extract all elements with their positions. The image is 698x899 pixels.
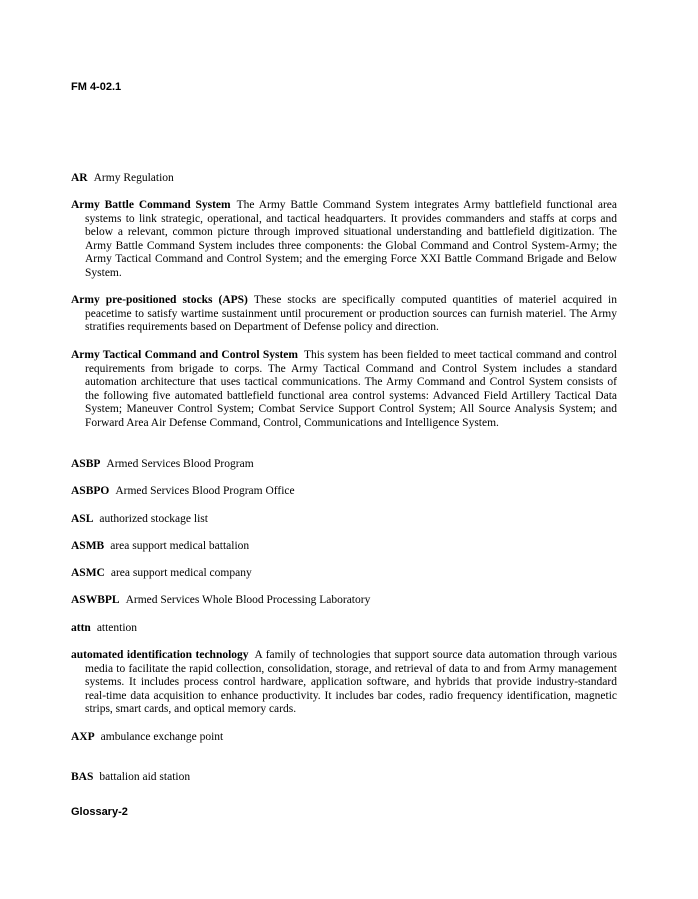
glossary-entry-asmb [71, 540, 617, 554]
glossary-definition: area support medical battalion [110, 540, 250, 552]
glossary-definition: This system has been fielded to meet tactical command and control requirements from brigade to corps. The Army Tactical Command and Control System includes a standard automation architecture that uses tactical communications. The Army Command and Control System consists of the following five automated battlefield functional area control systems: Advanced Field Artillery Tactical Data System; Maneuver Control System; Combat Service Support Control System; All Source Analysis System; and Forward Area Air Defense Command, Control, Communications and Intelligence System. [85, 349, 617, 429]
glossary-term: Army Tactical Command and Control System [71, 349, 298, 361]
glossary-definition: ambulance exchange point [100, 731, 224, 743]
page-header-code: FM 4-02.1 [71, 81, 122, 93]
glossary-term: automated identification technology [71, 649, 249, 661]
glossary-term: ASBPO [71, 485, 110, 497]
glossary-term: ASL [71, 513, 94, 525]
glossary-term: ASMC [71, 567, 105, 579]
glossary-entry-asmc [71, 567, 617, 581]
glossary-entry-atccs [71, 349, 617, 431]
glossary-term: ASWBPL [71, 594, 120, 606]
glossary-definition: A family of technologies that support source data automation through various media to facilitate the rapid collection, consolidation, storage, and retrieval of data to and from Army management systems. It includes process control hardware, application software, and hybrids that provide industry-standard real-time data acquisition to enhance productivity. It includes bar codes, radio frequency identification, magnetic strips, smart cards, and optical memory cards. [85, 649, 618, 716]
glossary-term: ASBP [71, 458, 101, 470]
glossary-entry-aswbpl [71, 594, 617, 608]
glossary-definition: The Army Battle Command System integrates Army battlefield functional area systems to link strategic, operational, and tactical headquarters. It provides commanders and staffs at corps and below a relevant, common picture through improved situational understanding and battlefield digitization. The Army Battle Command System includes three components: the Global Command and Control System-Army; the Army Tactical Command and Control System; and the emerging Force XXI Battle Command Brigade and Below System. [85, 199, 617, 279]
glossary-definition: Armed Services Blood Program [106, 458, 254, 470]
glossary-definition: authorized stockage list [99, 513, 208, 525]
page-footer-number: Glossary-2 [71, 806, 128, 818]
glossary-term: ASMB [71, 540, 105, 552]
glossary-entry-attn [71, 622, 617, 636]
glossary-entry-ar [71, 172, 617, 186]
glossary-term: Army Battle Command System [71, 199, 231, 211]
glossary-entry-asbpo [71, 485, 617, 499]
glossary-definition: These stocks are specifically computed quantities of materiel acquired in peacetime to satisfy wartime sustainment until procurement or production sources can furnish materiel. The Army stratifies requirements based on Department of Defense policy and direction. [85, 294, 617, 334]
glossary-entry-bas [71, 771, 617, 785]
glossary-entry-ait [71, 649, 617, 717]
glossary-entry-axp [71, 731, 617, 745]
glossary-term: attn [71, 622, 91, 634]
glossary-definition: attention [96, 622, 138, 634]
glossary-entry-asl [71, 513, 617, 527]
glossary-definition: area support medical company [110, 567, 252, 579]
glossary-term: BAS [71, 771, 94, 783]
glossary-entry-aps [71, 294, 617, 335]
glossary-definition: Armed Services Blood Program Office [115, 485, 295, 497]
glossary-term: Army pre-positioned stocks (APS) [71, 294, 248, 306]
glossary-term: AR [71, 172, 88, 184]
glossary-term: AXP [71, 731, 95, 743]
glossary-entry-asbp [71, 458, 617, 472]
glossary-definition: battalion aid station [99, 771, 191, 783]
glossary-definition: Armed Services Whole Blood Processing Laboratory [125, 594, 371, 606]
glossary-entry-abcs [71, 199, 617, 281]
glossary-definition: Army Regulation [93, 172, 174, 184]
